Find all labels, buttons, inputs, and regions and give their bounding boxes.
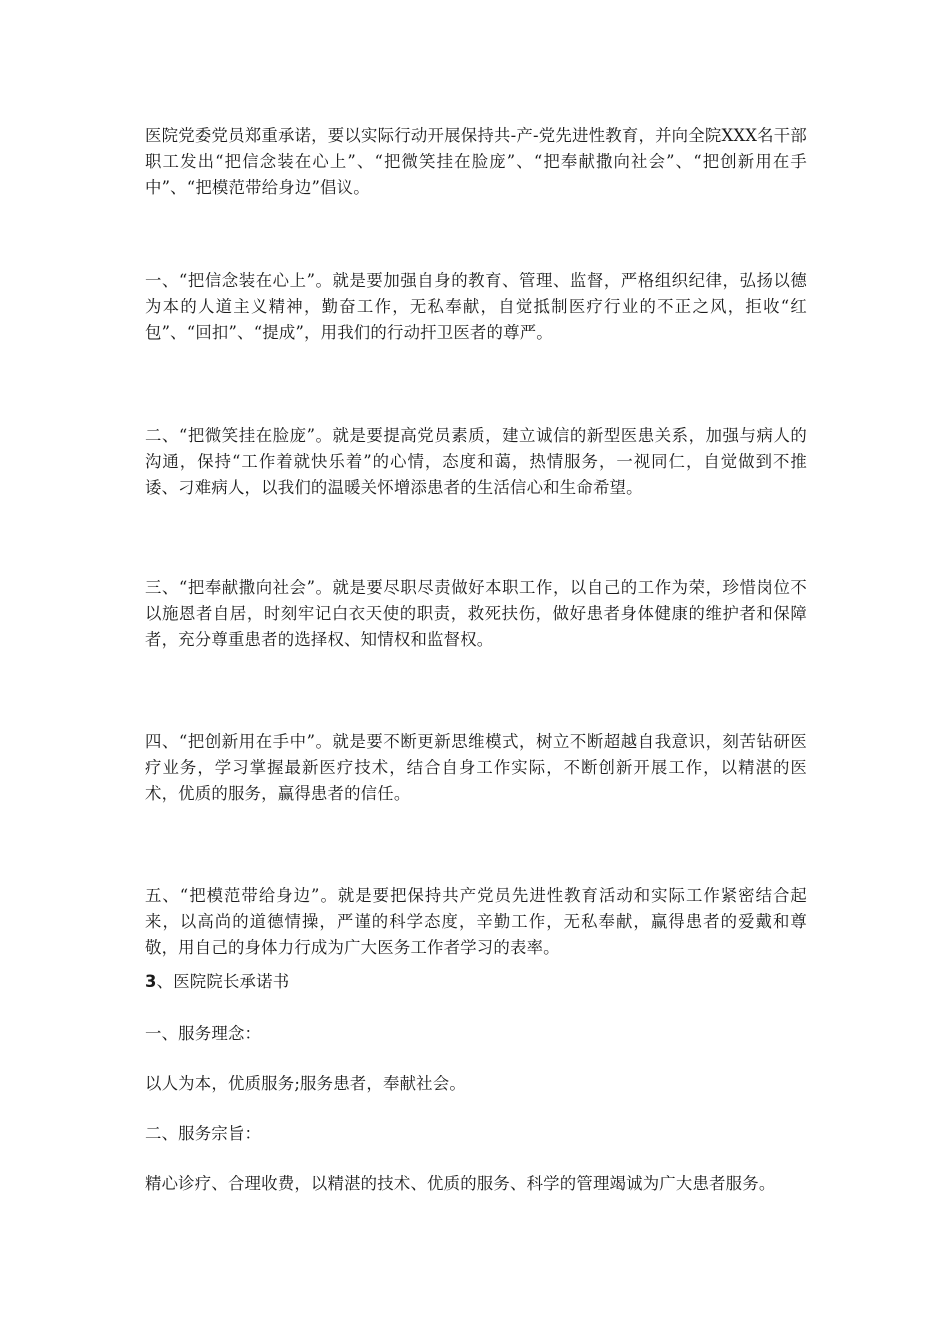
section-heading [145,969,807,995]
service-concept-text: 以人为本，优质服务;服务患者，奉献社会。 [145,1074,466,1093]
section-number: 3 [145,972,157,991]
service-purpose-text: 精心诊疗、合理收费，以精湛的技术、优质的服务、科学的管理竭诚为广大患者服务。 [145,1174,776,1193]
point-paragraph-5: 五、“把模范带给身边”。就是要把保持共产党员先进性教育活动和实际工作紧密结合起来，以高尚的道德情操，严谨的科学态度，辛勤工作，无私奉献，赢得患者的爱戴和尊敬，用自己的身体力行成为广大医务工作者学习的表率。 [145,886,807,957]
point-paragraph-4: 四、“把创新用在手中”。就是要不断更新思维模式，树立不断超越自我意识，刻苦钻研医疗业务，学习掌握最新医疗技术，结合自身工作实际，不断创新开展工作，以精湛的医术，优质的服务，赢得患者的信任。 [145,732,807,803]
service-purpose-label: 二、服务宗旨： [145,1124,262,1143]
intro-paragraph: 医院党委党员郑重承诺，要以实际行动开展保持共-产-党先进性教育，并向全院XXX名干部职工发出“把信念装在心上”、“把微笑挂在脸庞”、“把奉献撒向社会”、“把创新用在手中”、“把模范带给身边”倡议。 [145,126,807,197]
service-concept-label: 一、服务理念： [145,1024,262,1043]
point-paragraph-1: 一、“把信念装在心上”。就是要加强自身的教育、管理、监督，严格组织纪律，弘扬以德为本的人道主义精神，勤奋工作，无私奉献，自觉抵制医疗行业的不正之风，拒收“红包”、“回扣”、“提成”，用我们的行动扞卫医者的尊严。 [145,271,807,342]
point-paragraph-2: 二、“把微笑挂在脸庞”。就是要提高党员素质，建立诚信的新型医患关系，加强与病人的沟通，保持“工作着就快乐着”的心情，态度和蔼，热情服务，一视同仁，自觉做到不推诿、刁难病人，以我们的温暖关怀增添患者的生活信心和生命希望。 [145,426,807,497]
point-paragraph-3: 三、“把奉献撒向社会”。就是要尽职尽责做好本职工作，以自己的工作为荣，珍惜岗位不以施恩者自居，时刻牢记白衣天使的职责，救死扶伤，做好患者身体健康的维护者和保障者，充分尊重患者的选择权、知情权和监督权。 [145,578,807,649]
section-title: 、医院院长承诺书 [156,972,290,991]
